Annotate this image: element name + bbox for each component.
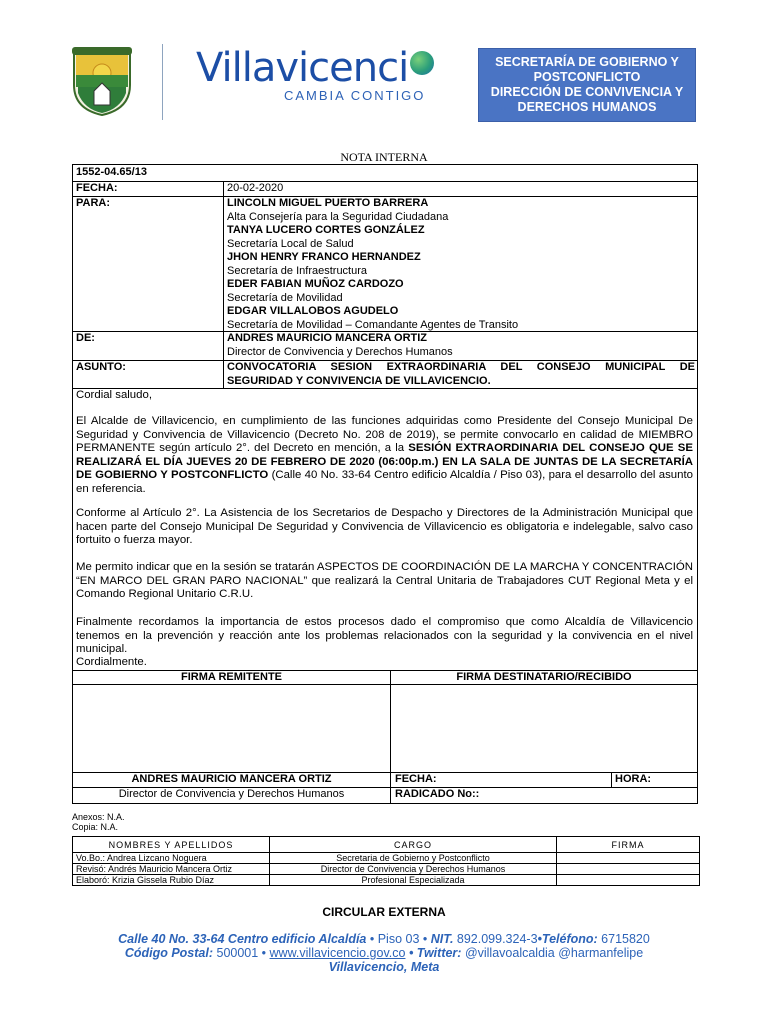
remitente-name: ANDRES MAURICIO MANCERA ORTIZ: [131, 773, 332, 785]
recipient-role: Secretaría de Movilidad – Comandante Agentes de Transito: [227, 318, 519, 331]
firma-destinatario-header: FIRMA DESTINATARIO/RECIBIDO: [456, 671, 632, 683]
cell-nombre: Vo.Bo.: Andrea Lizcano Noguera: [73, 853, 270, 864]
review-table: [72, 836, 700, 886]
annex-info: [72, 812, 125, 832]
recipient-name: LINCOLN MIGUEL PUERTO BARRERA: [227, 197, 429, 209]
asunto-line: CONVOCATORIA SESION EXTRAORDINARIA DEL CONSEJO MUNICIPAL DE: [227, 361, 695, 373]
cell-nombre: Elaboró: Krizia Gissela Rubio Díaz: [73, 875, 270, 886]
asunto-value: [227, 361, 695, 388]
footer-address: Calle 40 No. 33-64 Centro edificio Alcaldía: [118, 932, 367, 946]
p1-text-end: (Calle 40 No. 33-64 Centro edificio Alcaldía / Piso 03), para el desarrollo del asunto en referencia.: [76, 469, 693, 495]
brand-orb-icon: [410, 51, 434, 75]
nota-interna-form: [72, 164, 698, 804]
review-table-header: [73, 837, 700, 853]
para-label: PARA:: [76, 197, 111, 209]
document-title: NOTA INTERNA: [340, 150, 428, 164]
footer-nit: 892.099.324-3: [453, 932, 538, 946]
footer-cp: 500001 •: [213, 946, 270, 960]
footer-contact: [0, 932, 768, 974]
cell-cargo: Director de Convivencia y Derechos Humanos: [270, 864, 557, 875]
table-row: [73, 864, 700, 875]
footer-twitter: @villavoalcaldia @harmanfelipe: [461, 946, 644, 960]
col-cargo: CARGO: [270, 837, 557, 853]
footer-website-link[interactable]: www.villavicencio.gov.co: [269, 946, 406, 960]
letter-greeting: Cordial saludo,: [76, 389, 152, 401]
letter-paragraph-1: [76, 415, 693, 497]
cell-nombre: Revisó: Andrés Mauricio Mancera Ortiz: [73, 864, 270, 875]
fecha-received-label: FECHA:: [395, 773, 437, 785]
secretaria-line: DERECHOS HUMANOS: [517, 100, 657, 114]
recipient-name: JHON HENRY FRANCO HERNANDEZ: [227, 251, 421, 263]
footer-tel: 6715820: [597, 932, 650, 946]
recipient-role: Secretaría de Movilidad: [227, 291, 343, 304]
circular-title: CIRCULAR EXTERNA: [322, 905, 446, 919]
asunto-line: SEGURIDAD Y CONVIVENCIA DE VILLAVICENCIO.: [227, 374, 491, 387]
fecha-label: FECHA:: [76, 182, 118, 194]
footer-floor: • Piso 03 •: [366, 932, 431, 946]
de-label: DE:: [76, 332, 95, 344]
footer-nit-label: NIT.: [430, 932, 454, 946]
cell-cargo: Profesional Especializada: [270, 875, 557, 886]
document-code: 1552-04.65/13: [76, 166, 147, 178]
brand-name: Villavicenci: [196, 45, 409, 91]
cell-firma: [557, 853, 700, 864]
table-row: [73, 853, 700, 864]
brand-tagline: CAMBIA CONTIGO: [284, 88, 426, 103]
header-divider: [162, 44, 163, 120]
de-name: ANDRES MAURICIO MANCERA ORTIZ: [227, 332, 428, 344]
firma-remitente-header: FIRMA REMITENTE: [180, 671, 283, 683]
recipient-role: Secretaría Local de Salud: [227, 237, 354, 250]
letter-paragraph-4: Finalmente recordamos la importancia de estos procesos dado el compromiso que como Alcaldía de Villavicencio tenemos en la prevención y reacción ante los problemas relacionados con la seguridad y la convivencia en el nivel municipal.: [76, 616, 693, 656]
letter-paragraph-3: Me permito indicar que en la sesión se tratarán ASPECTOS DE COORDINACIÓN DE LA MARCHA Y CONCENTRACIÓN “EN MARCO DEL GRAN PARO NACIONAL” que realizará la Central Unitaria de Trabajadores CUT Regional Meta y el Comando Regional Unitario C.R.U.: [76, 561, 693, 601]
recipient-name: EDER FABIAN MUÑOZ CARDOZO: [227, 278, 404, 290]
footer-twitter-label: • Twitter:: [405, 946, 462, 960]
footer-tel-label: •Teléfono:: [537, 932, 598, 946]
secretaria-line: DIRECCIÓN DE CONVIVENCIA Y: [490, 85, 684, 99]
p1-text: El Alcalde de Villavicencio, en cumplimiento de las funciones adquiridas como Presidente del Consejo Municipal De Seguridad y Convivencia de Villavicencio (Decreto No. 208 de 2019), se permite convocarlo en calidad de MIEMBRO PERMANENTE según artículo 2°. del Decreto en mención, a la: [76, 415, 693, 455]
letter-paragraph-2: Conforme al Artículo 2°. La Asistencia de los Secretarios de Despacho y Directores de la Administración Municipal que hacen parte del Consejo Municipal De Seguridad y Convivencia de Villavicencio es obligatoria e indelegable, salvo caso fortuito o fuerza mayor.: [76, 507, 693, 547]
recipient-name: EDGAR VILLALOBOS AGUDELO: [227, 305, 399, 317]
table-row: [73, 875, 700, 886]
footer-cp-label: Código Postal:: [124, 946, 214, 960]
cell-firma: [557, 875, 700, 886]
remitente-role: Director de Convivencia y Derechos Humanos: [118, 788, 345, 800]
asunto-label: ASUNTO:: [76, 361, 126, 373]
recipient-role: Alta Consejería para la Seguridad Ciudadana: [227, 210, 449, 223]
col-firma: FIRMA: [557, 837, 700, 853]
cell-cargo: Secretaria de Gobierno y Postconflicto: [270, 853, 557, 864]
recipient-name: TANYA LUCERO CORTES GONZÁLEZ: [227, 224, 425, 236]
cell-firma: [557, 864, 700, 875]
anexos: Anexos: N.A.: [72, 812, 125, 822]
de-sender: [227, 332, 453, 359]
secretaria-line: SECRETARÍA DE GOBIERNO Y: [495, 55, 679, 69]
p1-session: SESIÓN EXTRAORDINARIA DEL CONSEJO QUE SE REALIZARÁ EL DÍA JUEVES 20 DE FEBRERO DE 2020 (06:00p.m.) EN LA SALA DE JUNTAS DE LA SECRETARÍA DE GOBIERNO Y POSTCONFLICTO: [76, 442, 693, 482]
municipal-shield-logo: [70, 45, 134, 117]
footer-city: Villavicencio, Meta: [328, 960, 440, 974]
secretaria-line: POSTCONFLICTO: [533, 70, 641, 84]
fecha-value: 20-02-2020: [227, 182, 284, 194]
secretaria-box: [478, 48, 696, 122]
letter-closing: Cordialmente.: [76, 656, 147, 668]
radicado-label: RADICADO No::: [395, 788, 480, 800]
brand-logo: [196, 46, 476, 103]
col-nombres: NOMBRES Y APELLIDOS: [73, 837, 270, 853]
para-recipients: [227, 197, 687, 332]
recipient-role: Secretaría de Infraestructura: [227, 264, 368, 277]
hora-label: HORA:: [615, 773, 652, 785]
copia: Copia: N.A.: [72, 822, 119, 832]
de-role: Director de Convivencia y Derechos Humanos: [227, 345, 453, 358]
